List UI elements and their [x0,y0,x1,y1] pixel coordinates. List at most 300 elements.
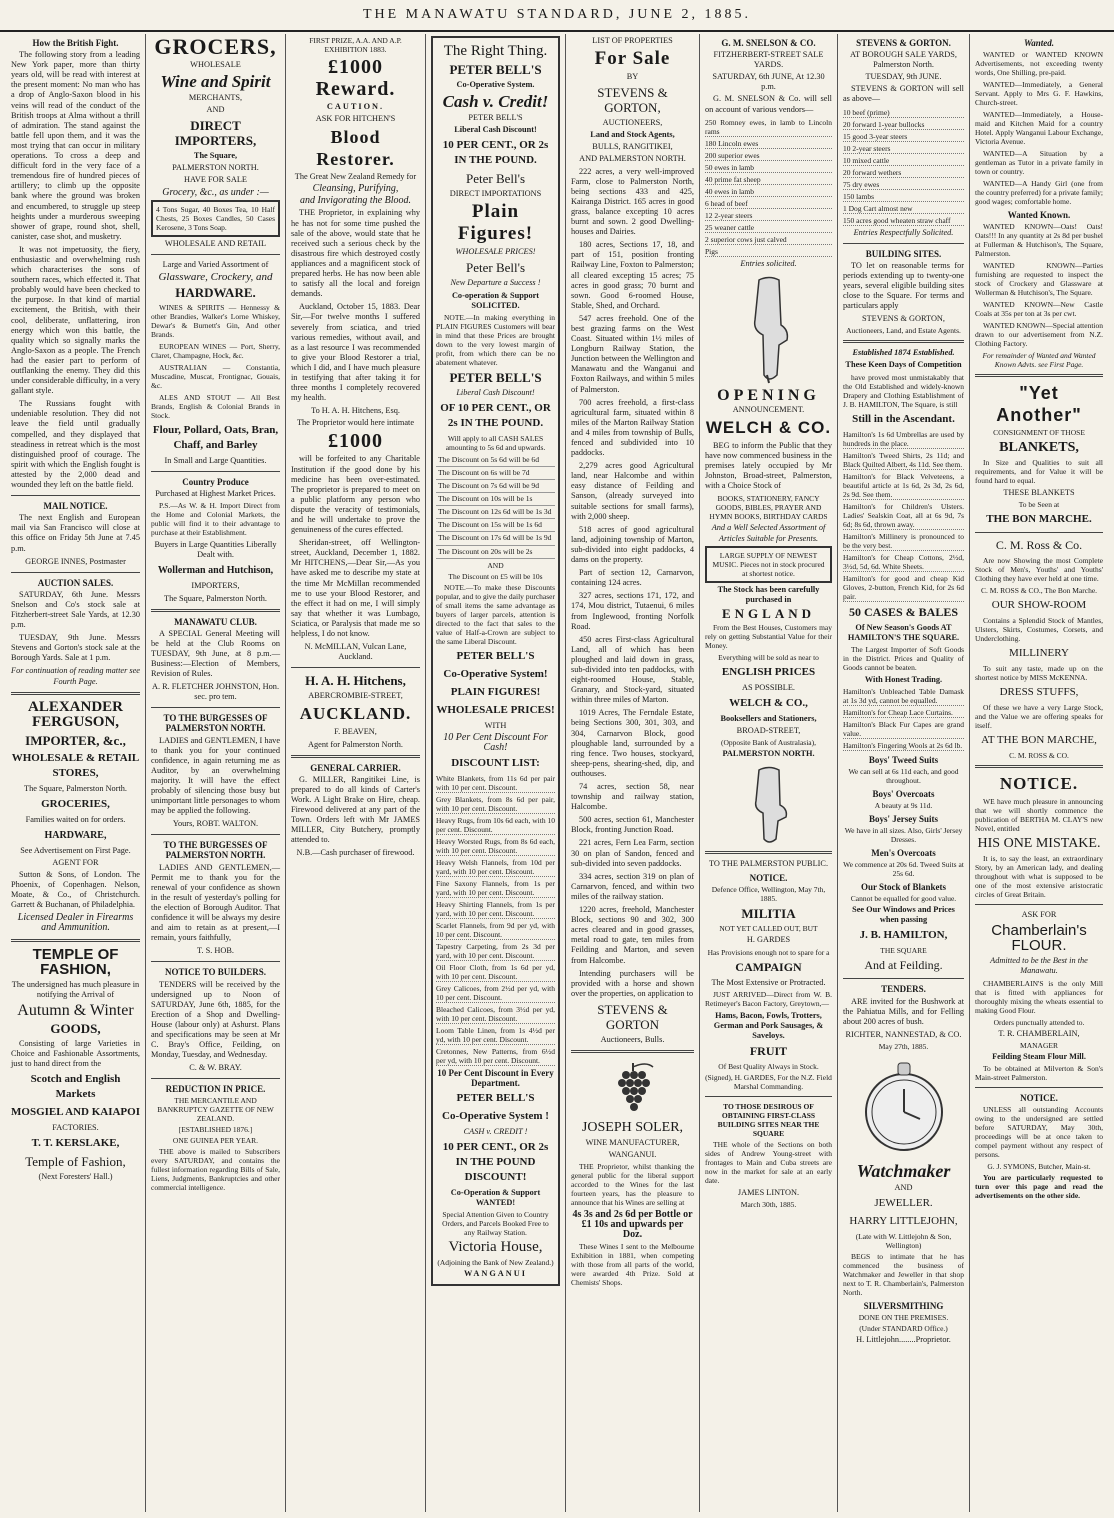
list-item: Loom Table Linen, from 1s 4½d per yd, with 10 per cent. Discount. [436,1025,555,1044]
notice-text: THE above is mailed to Subscribers every SATURDAY, and contains the fullest information regarding Bills of Sale, Liens, Judgments, Bankruptcies and other commercial intelligence. [151,1147,280,1193]
table-row [436,545,555,558]
ad-heading: NOTICE. [749,873,788,884]
classified-ad: WANTED KNOWN—Oats! Oats! Oats!!! In any quantity at 2s 8d per bushel at Fullerman & Hutchison's, The Square, Palmerston. [975,222,1103,259]
ad-text: G. M. SNELSON & Co. will sell on account of various vendors— [705,94,832,114]
ad-line: IMPORTER, &c., [25,732,126,748]
ad-heading: Scotch and English Markets [30,1073,121,1101]
ad-text: NOT YET CALLED OUT, BUT [719,924,818,934]
notice-heading: MANAWATU CLUB. [174,616,257,627]
list-item: Hamilton's Tweed Shirts, 2s 11d; and Black Quilted Albert, 4s 11d. See them. [843,450,964,469]
list-item: White Blankets, from 11s 6d per pair with 10 per cent. Discount. [436,773,555,792]
ad-text: Defence Office, Wellington, May 7th, 1885. [711,885,826,904]
ad-text: AND [487,560,504,570]
property-listing: 518 acres of good agricultural land, adjoining township of Marton, sub-divided into eight paddocks, 4 dams on the property. [571,524,694,565]
ad-text: Entries Respectfully Solicited. [853,227,954,237]
notice-text: [ESTABLISHED 1876.] [178,1125,253,1135]
list-item: 50 ewes in lamb [705,163,832,173]
classified-ad: WANTED—Immediately, a House-maid and Kitchen Maid for a country Hotel. Apply Wanganui Labour Exchange, Victoria Avenue. [975,110,1103,147]
table-cell: The Discount on 5s 6d will be 6d [436,454,555,467]
list-item: Hamilton's for good and cheap Kid Gloves, 2-button, French Kid, for 2s 6d pair. [843,573,964,601]
ad-text: ASK FOR HITCHEN'S [315,114,396,124]
ad-text: And at Feilding. [864,958,943,973]
ad-text: CAUTION. [326,102,385,111]
ad-signature: C. M. ROSS & CO., The Bon Marche. [980,586,1098,596]
auction-entry: SATURDAY, 6th June. Messrs Snelson and Co's stock sale at Fitzherbert-street Sale Yards, at 12.30 p.m. [11,589,140,630]
divider [291,755,420,758]
list-item: Hamilton's Unbleached Table Damask at 1s 3d yd, cannot be equalled. [843,686,964,705]
divider [151,1078,280,1079]
table-cell: The Discount on 6s will be 7d [436,466,555,479]
ad-title: "Yet Another" [996,383,1082,426]
ad-signature: To H. A. H. Hitchens, Esq. [311,406,400,416]
notice-signature: A. R. FLETCHER JOHNSTON, Hon. sec. pro tem. [151,682,280,702]
ad-heading: Autumn & Winter [17,1001,134,1019]
ad-heading: Boys' Overcoats [872,788,935,799]
ad-text: 10 Per Cent Discount For Cash! [443,731,548,753]
ad-text: AND [894,1182,913,1192]
ad-name: JOSEPH SOLER, [581,1119,684,1135]
table-cell: The Discount on 15s will be 1s 6d [436,519,555,532]
ad-text: We have in all sizes. Also, Girls' Jersey Dresses. [844,826,963,845]
ad-text: LIST OF PROPERTIES [592,36,673,45]
article-title: How the British Fight. [32,38,119,48]
ad-text: THE SQUARE [880,946,927,956]
list-item: Hamilton's for Cheap Lace Curtains. [843,708,964,718]
ad-text: ASK FOR [1021,910,1057,920]
property-listing: 180 acres, Sections 17, 18, and part of 151, position fronting Railway Line, Foxton to Palmerston; all cleared excepting 15 acres; 75 acres in good grass; 70 burnt and sown. Good 6-roomed House, Stable, Shed, and Orchard. [571,240,694,310]
ad-signature: H. Littlejohn........Proprietor. [856,1335,951,1345]
ad-text: and Invigorating the Blood. [299,195,412,207]
list-item: Heavy Worsted Rugs, from 8s 6d each, with 10 per cent. Discount. [436,836,555,855]
ad-name: PETER BELL'S [449,369,542,385]
ad-box [431,36,560,1286]
ad-signature: G. J. SYMONS, Butcher, Main-st. [987,1161,1091,1171]
list-item: 1 Dog Cart almost new [843,204,964,214]
ad-text: TUESDAY, 9th JUNE. [865,72,942,82]
ad-paragraph: THE Proprietor, in explaining why he has not for some time pushed the sale of the above, would state that he received such a serious check by the disastrous fire which destroyed costly appliances and a magnificent stock of prepared herbs. He has now been able to satisfy all the local and foreign demands. [291,208,420,299]
list-item: 40 ewes in lamb [705,187,832,197]
ad-text: In Small and Large Quantities. [164,455,267,465]
ad-text: New Departure a Success ! [450,278,541,288]
ad-heading: These Keen Days of Competition [845,360,962,370]
classified-ad: WANTED—A Situation by a gentleman as Tutor in a private family in town or country. [975,149,1103,177]
list-item: Heavy Rugs, from 10s 6d each, with 10 per cent. Discount. [436,815,555,834]
ad-heading: Boys' Jersey Suits [868,813,938,824]
ad-text: To be obtained at Milverton & Son's Main-street Palmerston. [975,1063,1103,1082]
ad-text: Contains a Splendid Stock of Mantles, Ulsters, Skirts, Costumes, Corsets, and Underclothing. [975,616,1103,644]
divider [705,1096,832,1097]
ad-text: Consisting of large Varieties in Choice and Fashionable Assortments, just to hand direct from the [11,1038,140,1068]
article-paragraph: The Russians fought with undeniable resolution. They did not leave the field until gradually compelled, and they displayed that steadiness in retreat which is the most distinguished proof of courage. The spirit with which the English fought is attested by the 2,000 dead and wounded they left on the battle field. [11,399,140,490]
ad-text: P.S.—As W. & H. Import Direct from the Home and Colonial Markets, the public will find it to their advantage to purchase at their Establishment. [151,501,280,538]
ad-title: £1000 Reward. [315,56,396,100]
property-listing: 547 acres freehold. One of the best grazing farms on the West Coast. Situated within 1½ miles of Longburn Railway Station, the Junction between the Wellington and Manawatu and the Wanganui and Foxton Railways, and within 5 miles of Palmerston. [571,313,694,394]
ad-text: And a Well Selected Assortment of Articles Suitable for Presents. [711,523,826,543]
ad-text: Of Best Quality Always in Stock. [718,1061,819,1071]
notice-signature: Yours, ROBT. WALTON. [172,819,259,829]
notice-text: LADIES and GENTLEMEN, I have to thank you for your continued confidence, in again returning me as Auditor, by an overwhelming majority. It will have the effect probably of silencing those busy but unimportant little personages to whom may be applied the following. [151,735,280,816]
classified-ad: WANTED KNOWN—Parties furnishing are requested to inspect the stock of Crockery and Glassware at Wollerman & Hutchison's, The Square. [975,261,1103,298]
ad-text: Of New Season's Goods AT HAMILTON'S THE SQUARE. [847,622,960,642]
ad-address: ABERCROMBIE-STREET, [308,691,403,701]
table-cell: The Discount on 10s will be 1s [436,493,555,506]
ad-heading: DISCOUNT LIST: [451,756,540,769]
ad-text: We commence at 20s 6d. Tweed Suits at 25s 6d. [843,860,964,879]
ad-title: OPENING [717,386,820,404]
list-item: 75 dry ewes [843,180,964,190]
mail-notice-signature: GEORGE INNES, Postmaster [25,556,126,566]
ad-text: C. M. ROSS & CO. [1009,751,1069,761]
ad-text: These Wines I sent to the Melbourne Exhibition in 1881, when competing with those from all parts of the world, were awarded 4th Prize. Sold at Chemists' Shops. [571,1242,694,1288]
ad-address: (Next Foresters' Hall.) [38,1172,113,1182]
ad-text: The Proprietor would here intimate [296,418,415,428]
ad-text: See Advertisement on First Page. [20,845,131,855]
ad-signature: N. McMILLAN, Vulcan Lane, Auckland. [304,642,407,662]
ad-heading: THE BON MARCHE. [986,513,1092,526]
ad-text: Hams, Bacon, Fowls, Trotters, German and Pork Sausages, & Saveloys. [713,1010,824,1040]
ad-name: HARRY LITTLEJOHN, [849,1215,958,1227]
ad-text: The Square, [193,151,238,161]
table-cell: The Discount on 12s 6d will be 1s 3d [436,506,555,519]
list-item: 2 superior cows just calved [705,235,832,245]
ad-name: WELCH & CO. [705,417,832,437]
ad-text: OF 10 PER CENT., OR 2s IN THE POUND. [440,401,551,429]
property-listing: 2,279 acres good Agricultural land, near Halcombe and within easy distance of Feilding and Sanson, (already surveyed into suitable sections for small farms), with 2,000 sheep. [571,461,694,521]
notice-signature: C. & W. BRAY. [189,1063,242,1073]
ad-heading: TO THOSE DESIROUS OF OBTAINING FIRST-CLASS BUILDING SITES NEAR THE SQUARE [717,1101,820,1138]
list-item: 180 Lincoln ewes [705,139,832,149]
table-row [436,466,555,479]
ad-text: See Our Windows and Prices when passing [852,905,955,925]
ad-text: BOOKS, STATIONERY, FANCY GOODS, BIBLES, PRAYER AND HYMN BOOKS, BIRTHDAY CARDS [709,494,828,522]
ad-text: Orders punctually attended to. [993,1017,1085,1027]
ad-heading: GENERAL CARRIER. [310,762,401,773]
ad-heading: PLAIN FIGURES! [450,685,541,698]
ad-line: WHOLESALE & RETAIL STORES, [11,751,140,779]
ad-heading: SILVERSMITHING [863,1301,944,1311]
ad-text: WANGANUI. [608,1150,657,1160]
list-item: 10 beef (prime) [843,108,964,118]
ad-text: Sutton & Sons, of London. The Phoenix, of Copenhagen. Nelson, Moate, & Co., of Christchurch. Garrett & Buchanan, of Philadelphia. [11,870,140,910]
ad-text: Intending purchasers will be provided with a horse and shown over the properties, on application to [571,968,694,998]
ad-paragraph: Sheridan-street, off Wellington-street, Auckland, December 1, 1882. Mr HITCHENS,—Dear Sir,—As you have asked me to describe my state at the time Mr McMillan recommended me to use your Blood Restorer, and the effect it had on me, I will simply say that whether it was Lumbago, Sciatica, or Paralysis that made me so helpless, I do not know. [291,538,420,639]
ad-text: NOTE.—To make these Discounts popular, and to give the daily purchaser of small items the same advantage as buyers of larger parcels, attention is directed to the fact that sales to the value of Half-a-Crown are subject to the same Liberal Discount. [436,582,555,646]
ad-text: Feilding Steam Flour Mill. [992,1051,1086,1061]
ad-name: C. M. Ross & Co. [995,538,1083,553]
classified-ad: WANTED KNOWN—Special attention drawn to our advertisement from N.Z. Clothing Factory. [975,321,1103,349]
ad-text: F. BEAVEN, [334,727,377,737]
mail-notice-heading: MAIL NOTICE. [43,501,108,512]
pointing-hand-icon [744,765,794,845]
divider [975,374,1103,377]
list-item: Pigs [705,247,832,257]
ad-text: Land and Stock Agents, [590,130,675,140]
ad-name: T. T. KERSLAKE, [31,1137,120,1150]
ad-text: BY [626,72,639,82]
ad-text: To suit any taste, made up on the shortest notice by MISS McKENNA. [975,664,1103,683]
ad-title: NOTICE. [999,774,1079,794]
ad-text: BULLS, RANGITIKEI, [592,142,673,152]
divider [843,978,964,979]
ad-address: WANGANUI [463,1269,528,1279]
ad-title: Plain Figures! [457,201,534,245]
ad-heading: Co-Operative System! [443,667,548,680]
columns [6,34,1108,1512]
list-item: Grey Calicoes, from 2½d per yd, with 10 per cent. Discount. [436,983,555,1002]
property-listing: 74 acres, section 58, near township and railway station, Halcombe. [571,782,694,812]
ad-name: T. R. CHAMBERLAIN, [998,1028,1080,1038]
table-row [436,480,555,493]
ad-text: HAVE FOR SALE [183,175,247,185]
ad-heading: G. M. SNELSON & CO. [721,38,816,48]
divider [151,471,280,472]
notice-heading: NOTICE TO BUILDERS. [165,967,266,978]
classified-ad: WANTED KNOWN—New Castle Coals at 35s per ton at 3s per cwt. [975,300,1103,319]
property-listing: Part of section 12, Carnarvon, containing 124 acres. [571,568,694,588]
ad-name: ALEXANDER FERGUSON, [27,698,123,730]
ad-text: Large and Varied Assortment of [162,259,269,269]
ad-text: Entries solicited. [740,258,797,268]
column-7 [838,34,970,1512]
ad-text: 10 Per Cent Discount in Every Department. [437,1067,554,1088]
ad-heading: Glassware, Crockery, and [158,270,273,283]
ad-paragraph: will be forfeited to any Charitable Institution if the good done by his medicine has been over-estimated. The proprietor is prepared to meet on a public platform any person who dispute the veracity of testimonials, and he will undertake to prove the genuineness of the cures effected. [291,454,420,535]
ad-name: STEVENS & GORTON [597,1001,668,1032]
table-row [436,519,555,532]
ad-name: TEMPLE OF FASHION, [32,945,119,978]
ad-paragraph: Auckland, October 15, 1883. Dear Sir,—For twelve months I suffered severely from sciatica, and tried various remedies, without avail, and as a last resource I was recommended to give your Blood Restorer a trial, which I did, and I have much pleasure in testifying that after taking it for three months I completely recovered my health. [291,302,420,403]
ad-text: TO THE PALMERSTON PUBLIC. [708,859,829,869]
list-item: Hamilton's for Cheap Cottons, 2½d, 3½d, 5d, 6d. White Sheets. [843,552,964,571]
ad-heading: ENGLISH PRICES [721,665,816,678]
ad-heading: BLANKETS, [999,440,1079,456]
ad-text: MERCHANTS, [188,93,243,103]
ad-text: It is, to say the least, an extraordinary Story, by an American lady, and dealing throughout with what is supposed to be one of the most extensive aristocratic circles of Great Britain. [975,854,1103,900]
table-cell: The Discount on 17s 6d will be 1s 9d [436,532,555,545]
ad-heading: FRUIT [749,1043,788,1058]
notice-heading: TO THE BURGESSES OF PALMERSTON NORTH. [163,840,268,861]
list-item: Tapestry Carpeting, from 2s 3d per yard, with 10 per cent. Discount. [436,941,555,960]
property-listing: 221 acres, Fern Lea Farm, section 30 on plan of Sandon, fenced and sub-divided into seven paddocks. [571,838,694,868]
ad-title: AUCKLAND. [299,704,412,724]
ad-text: May 27th, 1885. [878,1041,929,1051]
ad-text: BROAD-STREET, [736,726,801,736]
ad-text: THE Proprietor, whilst thanking the general public for the liberal support accorded to the Wines for the last fourteen years, has the pleasure to announce that his Wines are selling at [571,1162,694,1208]
ad-heading: DIRECT IMPORTERS, [174,118,257,149]
ad-text: BEGS to intimate that he has commenced the business of Watchmaker and Jeweller in that shop next to T. R. Chamberlain's, Palmerston North. [843,1252,964,1297]
ad-heading: Country Produce [182,477,249,488]
ad-text: Everything will be sold as near to [718,652,819,662]
ad-text: The Largest Importer of Soft Goods in the District. Prices and Quality of Goods cannot be beaten. [843,644,964,672]
ad-text: 4s 3s and 2s 6d per Bottle or £1 10s and upwards per Doz. [572,1209,693,1241]
ad-text: MANAGER [1020,1040,1058,1050]
ad-name: PETER BELL'S [456,649,535,662]
ad-box: LARGE SUPPLY OF NEWEST MUSIC. Pieces not in stock procured at shortest notice. [705,546,832,583]
hamilton-list [843,430,964,602]
column-4 [426,34,566,1512]
grapes-illustration [598,1059,668,1114]
ad-text: FIRST PRIZE, A.A. AND A.P. EXHIBITION 1883. [309,36,402,54]
ad-text: TO let on reasonable terms for periods extending up to twenty-one years, several eligible building sites close to the Square. For terms and particulars apply [843,260,964,311]
ad-heading: 50 CASES & BALES [848,604,959,619]
divider [151,609,280,612]
divider [975,765,1103,768]
ad-text: CHAMBERLAIN'S is the only Mill that is fitted with appliances for thoroughly mixing the wheats essential to making Good Flour. [975,978,1103,1015]
ad-text: WITH [484,720,507,730]
ad-text: Auctioneers, Land, and Estate Agents. [846,326,961,336]
ad-name: STEVENS & GORTON, [861,314,945,324]
ad-heading: HIS ONE MISTAKE. [977,836,1101,852]
divider [151,254,280,255]
ad-text: AND [206,105,225,115]
list-item: 150 lambs [843,192,964,202]
ad-text: A beauty at 9s 11d. [874,800,933,810]
classified-ad: WANTED or WANTED KNOWN Advertisements, not exceeding twenty words, One Shilling, pre-paid. [975,50,1103,78]
ad-text: Of these we have a very Large Stock, and the Value we are offering speaks for itself. [975,703,1103,731]
property-listing: 334 acres, section 319 on plan of Carnarvon, fenced, and within two miles of the railway station. [571,871,694,901]
ad-heading: MILLINERY [1009,647,1069,660]
divider [843,243,964,244]
mail-notice-text: The next English and European mail via San Francisco will close at this office on Friday 5th June at 7.45 p.m. [11,513,140,553]
ad-text: We can sell at 6s 11d each, and good throughout. [848,766,959,785]
ad-text: The Great New Zealand Remedy for [294,172,417,182]
ad-text: Licensed Dealer in Firearms and Ammunition. [17,912,134,934]
ad-text: AUSTRALIAN — Constantia, Muscadine, Muscat, Frontignac, Gouais, &c. [151,362,280,390]
ad-text: Admitted to be the Best in the Manawatu. [990,956,1088,976]
ad-heading: STEVENS & GORTON. [856,38,951,48]
list-item: 20 forward wethers [843,168,964,178]
ad-text: H. GARDES [746,935,791,945]
property-listing: 450 acres First-class Agricultural Land, all of which has been ploughed and laid down in grass, sub-divided into ten paddocks, with eight-roomed House, Stable, Granary, and Stock-yard, situated within three miles of Marton. [571,634,694,705]
ad-text: Purchased at Highest Market Prices. [155,489,276,499]
ad-title: £1000 [328,430,383,453]
ad-text: FACTORIES. [52,1123,99,1133]
classified-ad: WANTED—A Handy Girl (one from the country preferred) for a private family; good wages; comfortable home. [975,179,1103,207]
ad-text: (Late with W. Littlejohn & Son, Wellington) [855,1232,952,1250]
list-item: Heavy Welsh Flannels, from 10d per yard, with 10 per cent. Discount. [436,857,555,876]
ad-text: EUROPEAN WINES — Port, Sherry, Claret, Champagne, Hock, &c. [151,341,280,360]
ad-text: You are particularly requested to turn over this page and read the advertisements on the other side. [975,1172,1103,1200]
ad-heading: HARDWARE, [44,829,107,841]
ad-name: Peter Bell's [465,260,526,276]
ad-title: For Sale [594,48,671,70]
ad-text: WINE MANUFACTURER, [585,1137,680,1147]
ad-name: Wollerman and Hutchison, [157,565,274,577]
list-item: Hamilton's Millinery is pronounced to be the very best. [843,531,964,550]
notice-heading: TO THE BURGESSES OF PALMERSTON NORTH. [163,713,268,734]
ad-heading: DRESS STUFFS, [999,686,1079,699]
ad-title: Blood Restorer. [316,127,395,170]
ad-address: The Square, Palmerston North. [24,783,127,793]
property-listing: 327 acres, sections 171, 172, and 174, Mou district, Tutaenui, 6 miles from Inglewood, fronting Norfolk Road. [571,591,694,631]
ad-heading: AT THE BON MARCHE, [981,734,1097,747]
ad-name: PETER BELL'S [456,1092,535,1105]
ad-text: AND PALMERSTON NORTH. [579,154,686,164]
list-item: 6 head of beef [705,199,832,209]
ad-text: (Under STANDARD Office.) [859,1324,948,1334]
ad-heading: Cash v. Credit! [442,92,549,112]
section-heading: Wanted. [1023,38,1055,48]
column-8 [970,34,1108,1512]
section-heading: Wanted Known. [1007,210,1071,221]
masthead: THE MANAWATU STANDARD, JUNE 2, 1885. [0,0,1114,32]
ad-text: The Discount on £5 will be 10s [448,571,543,581]
list-item: Hamilton's Fingering Wools at 2s 6d lb. [843,740,963,750]
classified-ad: WANTED—Immediately, a General Servant. Apply to Mrs G. F. Hawkins, Church-street. [975,80,1103,108]
ad-text: 10 PER CENT., OR 2s IN THE POUND DISCOUNT! [442,1141,549,1184]
ad-text: For remainder of Wanted and Wanted Known Advts. see First Page. [982,351,1096,370]
ad-name: J. B. HAMILTON, [859,929,948,942]
divider [843,340,964,343]
ad-text: N.B.—Cash purchaser of firewood. [296,848,415,858]
ad-text: Auctioneers, Bulls. [600,1034,665,1044]
list-item: 10 2-year steers [843,144,964,154]
ad-text: ANNOUNCEMENT. [732,404,805,414]
ad-name: PETER BELL'S [449,62,542,77]
divider [291,667,420,668]
hamilton-list [843,687,964,751]
ad-text: 10 PER CENT., OR 2s IN THE POUND. [442,139,549,167]
ad-heading: Co-Operative System ! [442,1110,549,1123]
list-item: 40 prime fat sheep [705,175,832,185]
property-listing: 1019 Acres, The Ferndale Estate, being Sections 300, 301, 303, and 304, Carnarvon Block, good ploughable land, surrounded by a ring fence. Two houses, stockyard, sheep-pens, shearing-shed, dip, and outhouses. [571,708,694,778]
list-item: Cretonnes, New Patterns, from 6½d per yd, with 10 per cent. Discount. [436,1046,555,1065]
ad-text: DONE ON THE PREMISES. [858,1313,949,1323]
ad-text: CASH v. CREDIT ! [463,1127,528,1137]
list-item: Hamilton's 1s 6d Umbrellas are used by hundreds in the place. [843,429,964,448]
ad-signature: RICHTER, NANNESTAD, & CO. [845,1029,962,1039]
ad-text: PALMERSTON NORTH. [172,163,259,173]
ad-text: FITZHERBERT-STREET SALE YARDS. [713,50,824,70]
auction-sales-heading: AUCTION SALES. [37,577,114,588]
property-listing: 1220 acres, freehold, Manchester Block, sections 90 and 302, 300 acres cleared and in good grasses, metal road to gate, ten miles from Feilding and Marton, and seven from Halcombe. [571,905,694,965]
stock-list [843,108,964,226]
ad-text: WE have much pleasure in announcing that we will shortly commence the publication of BERTHA M. CLAY'S new Novel, entitled [975,797,1103,834]
divider [975,532,1103,533]
ad-text: WHOLESALE [190,60,241,69]
ad-heading: MOSGIEL AND KAIAPOI [11,1106,140,1119]
divider [11,692,140,695]
ad-text: WHOLESALE PRICES! [455,247,536,257]
article-paragraph: The following story from a leading New York paper, more than thirty years old, will be read with interest at the present moment: No man who has a drop of Anglo-Saxon blood in his veins will read of the conduct of the British troops at Alma without a thrill of admiration. The stand against the battle fell upon them, and it was the most trying that can occur in military operations. To cross a deep and difficult ford in the very face of a tremendous fire of hundred pieces of artillery; to climb up the opposite bank where the ground was broken and encumbered, to struggle up steep heights under a murderous sweeping shower of grape, round shot, shell, canister, case shot, and musketry. [11,50,140,241]
ad-text: (Adjoining the Bank of New Zealand.) [437,1258,554,1268]
ad-text: AT BOROUGH SALE YARDS, Palmerston North. [850,50,957,70]
column-6 [700,34,838,1512]
list-item: 12 2-year steers [705,211,832,221]
ad-text: (Opposite Bank of Australasia), [721,738,816,748]
ad-text: Buyers in Large Quantities Liberally Dealt with. [154,540,277,560]
list-item: 150 acres good wheaten straw chaff [843,216,964,226]
ad-title: GROCERS, [154,34,277,59]
ad-heading: Wine and Spirit [160,72,271,92]
ad-name: Peter Bell's [465,171,526,187]
ad-heading: Our Stock of Blankets [860,882,947,893]
ad-text: Co-Operation & Support WANTED! [450,1188,541,1208]
ad-name: STEVENS & GORTON, [597,85,668,116]
ad-text: Families waited on for orders. [25,814,126,824]
list-item: 20 forward 1-year bullocks [843,120,964,130]
discount-list [436,774,555,1066]
ad-text: ALES AND STOUT — All Best Brands, English & Colonial Brands in Stock. [151,392,280,420]
ad-text: Special Attention Given to Country Orders, and Parcels Booked Free to any Railway Station. [442,1210,549,1238]
notice-text: THE MERCANTILE AND BANKRUPTCY GAZETTE OF NEW ZEALAND. [157,1096,274,1124]
ad-heading: Boys' Tweed Suits [868,754,939,765]
property-listing: 222 acres, a very well-improved Farm, close to Palmerston North, being sections 433 and 425, Kairanga District. 165 acres in good grass, balance excepting 10 acres burnt and sown. 2 good Dwelling-houses and Dairies. [571,166,694,237]
ad-heading: BUILDING SITES. [865,248,942,259]
divider [11,572,140,573]
ad-text: UNLESS all outstanding Accounts owing to the undersigned are settled before SATURDAY, May 30th, proceedings will be at once taken to compel payment without any respect of persons. [975,1104,1103,1159]
ad-text: JUST ARRIVED—Direct from W. B. Retimeyer's Bacon Factory, Greytown,— [705,989,832,1008]
